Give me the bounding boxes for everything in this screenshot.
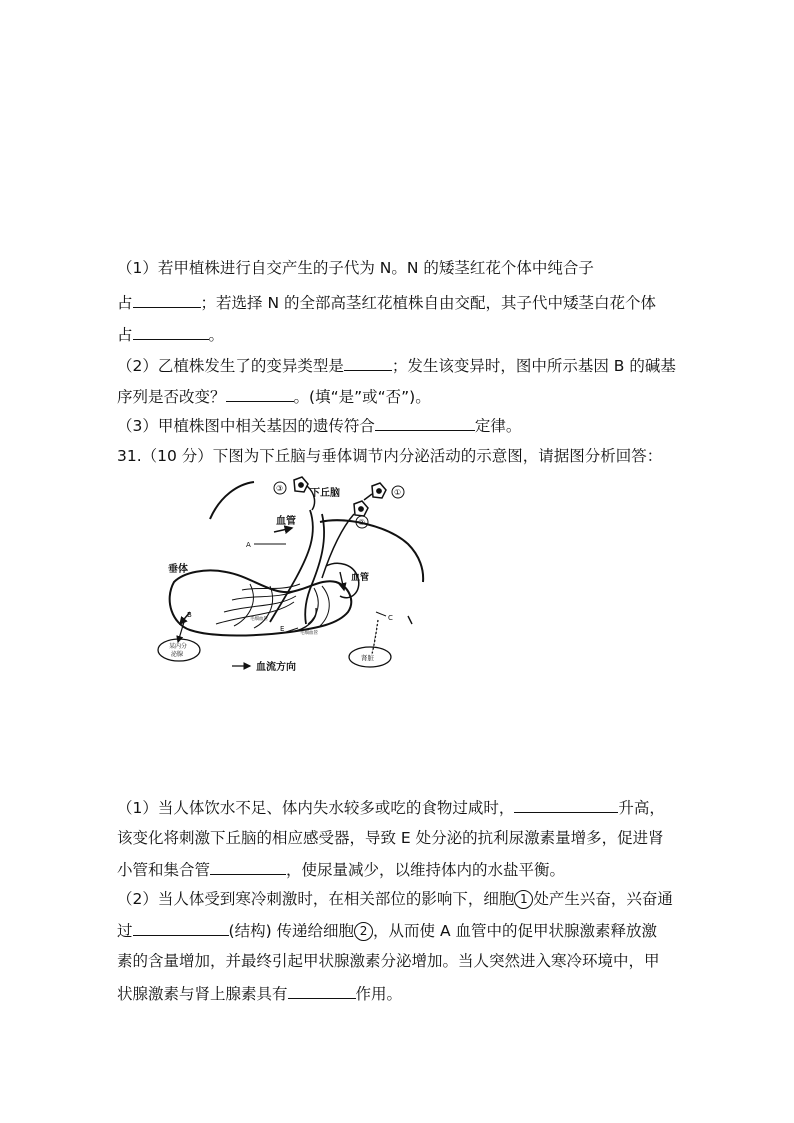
plant-q1-text: （1）若甲植株进行自交产生的子代为 N。N 的矮茎红花个体中纯合子 — [117, 259, 594, 277]
q31-part1-line3 — [117, 858, 565, 880]
plant-q3-text: （3）甲植株图中相关基因的遗传符合 — [117, 417, 375, 435]
q31-part1-line1 — [117, 796, 665, 818]
answer-blank[interactable] — [133, 323, 209, 340]
gland-label-2: 泌腺 — [171, 651, 184, 658]
hypothalamus-pituitary-diagram — [150, 474, 425, 679]
label-B: B — [187, 611, 192, 619]
q31-part2-text: ，从而使 A 血管中的促甲状腺激素释放激 — [373, 922, 658, 940]
answer-blank[interactable] — [514, 796, 618, 813]
plant-q1-text: 。 — [208, 326, 225, 344]
q31-part1-text: 升高， — [618, 799, 665, 817]
plant-q1-text: ；若选择 N 的全部高茎红花植株自由交配，其子代中矮茎白花个体 — [200, 294, 656, 312]
circled-number-2: 2 — [354, 922, 373, 941]
brain-outline — [210, 482, 254, 519]
plant-q2-text: ；发生该变异时，图中所示基因 B 的碱基 — [391, 357, 676, 375]
pituitary-label: 垂体 — [168, 564, 188, 575]
q31-part1-line2: 该变化将刺激下丘脑的相应感受器，导致 E 处分泌的抗利尿激素量增多，促进肾 — [117, 829, 664, 847]
question-31-title: 31.（10 分）下图为下丘脑与垂体调节内分泌活动的示意图，请据图分析回答： — [117, 447, 663, 465]
kidney-label: 肾脏 — [361, 654, 374, 662]
plant-q1-line2 — [117, 291, 656, 313]
pointer-line-C — [376, 612, 386, 616]
q31-part2-line3: 素的含量增加，并最终引起甲状腺激素分泌增加。当人突然进入寒冷环境中，甲 — [117, 952, 660, 970]
q31-part2-text: （2）当人体受到寒冷刺激时，在相关部位的影响下，细胞 — [117, 890, 515, 908]
neuron-cell-1 — [364, 483, 386, 500]
q31-part2-text: (结构) 传递给细胞 — [228, 922, 355, 940]
pituitary-stalk — [305, 514, 324, 624]
capillary-label: 毛细血管 — [250, 617, 268, 622]
blood-flow-arrow — [340, 572, 344, 590]
q31-part1-text: （1）当人体饮水不足、体内失水较多或吃的食物过咸时， — [117, 799, 515, 817]
plant-q2-text: 序列是否改变？ — [117, 388, 226, 406]
cell-1-label: ① — [394, 488, 402, 497]
plant-q3-text: 定律。 — [474, 417, 522, 435]
q31-part2-text: 作用。 — [355, 985, 403, 1003]
blood-to-kidney — [372, 620, 378, 654]
plant-q3-line — [117, 414, 521, 436]
q31-part2-line2 — [117, 919, 657, 941]
q31-part2-line4 — [117, 982, 402, 1004]
plant-q1-text: 占 — [117, 294, 133, 312]
vessel-top-label: 血管 — [276, 516, 296, 527]
label-C: C — [388, 614, 393, 622]
q31-part2-text: 状腺激素与肾上腺素具有 — [117, 985, 288, 1003]
plant-q2-text: 。(填“是”或“否”)。 — [293, 388, 431, 406]
plant-q2-text: （2）乙植株发生了的变异类型是 — [117, 357, 344, 375]
legend-label: 血流方向 — [256, 662, 296, 673]
answer-blank[interactable] — [210, 858, 286, 875]
answer-blank[interactable] — [133, 291, 201, 308]
tick-mark — [408, 616, 412, 624]
answer-blank[interactable] — [226, 385, 294, 402]
answer-blank[interactable] — [375, 414, 475, 431]
blood-flow-arrow — [274, 528, 292, 532]
q31-part2-text: 处产生兴奋，兴奋通 — [533, 890, 673, 908]
label-A: A — [246, 541, 251, 549]
neuron-cell-2 — [322, 501, 368, 578]
q31-part1-text: 小管和集合管 — [117, 861, 211, 879]
gland-label-1: 某内分 — [169, 643, 188, 650]
cell-3-label: ③ — [276, 484, 284, 493]
q31-part1-text: ，使尿量减少，以维持体内的水盐平衡。 — [286, 861, 566, 879]
plant-q1-line3 — [117, 323, 224, 345]
plant-q2-line1 — [117, 354, 676, 376]
plant-q1-text: 占 — [117, 326, 133, 344]
circled-number-1: 1 — [514, 890, 533, 909]
hypothalamus-label: 下丘脑 — [310, 488, 340, 499]
plant-q1-line1 — [117, 258, 594, 278]
cell-2-label: ② — [358, 518, 366, 527]
label-E: E — [280, 625, 285, 633]
q31-part2-text: 过 — [117, 922, 133, 940]
brain-outline — [320, 520, 423, 582]
answer-blank[interactable] — [344, 354, 392, 371]
answer-blank[interactable] — [288, 982, 356, 999]
plant-q2-line2 — [117, 385, 431, 407]
vessel-right-label: 血管 — [351, 573, 370, 583]
pituitary-gland — [170, 570, 352, 635]
answer-blank[interactable] — [133, 919, 229, 936]
q31-part2-line1 — [117, 889, 673, 909]
capillary-label: 毛细血管 — [300, 631, 318, 636]
